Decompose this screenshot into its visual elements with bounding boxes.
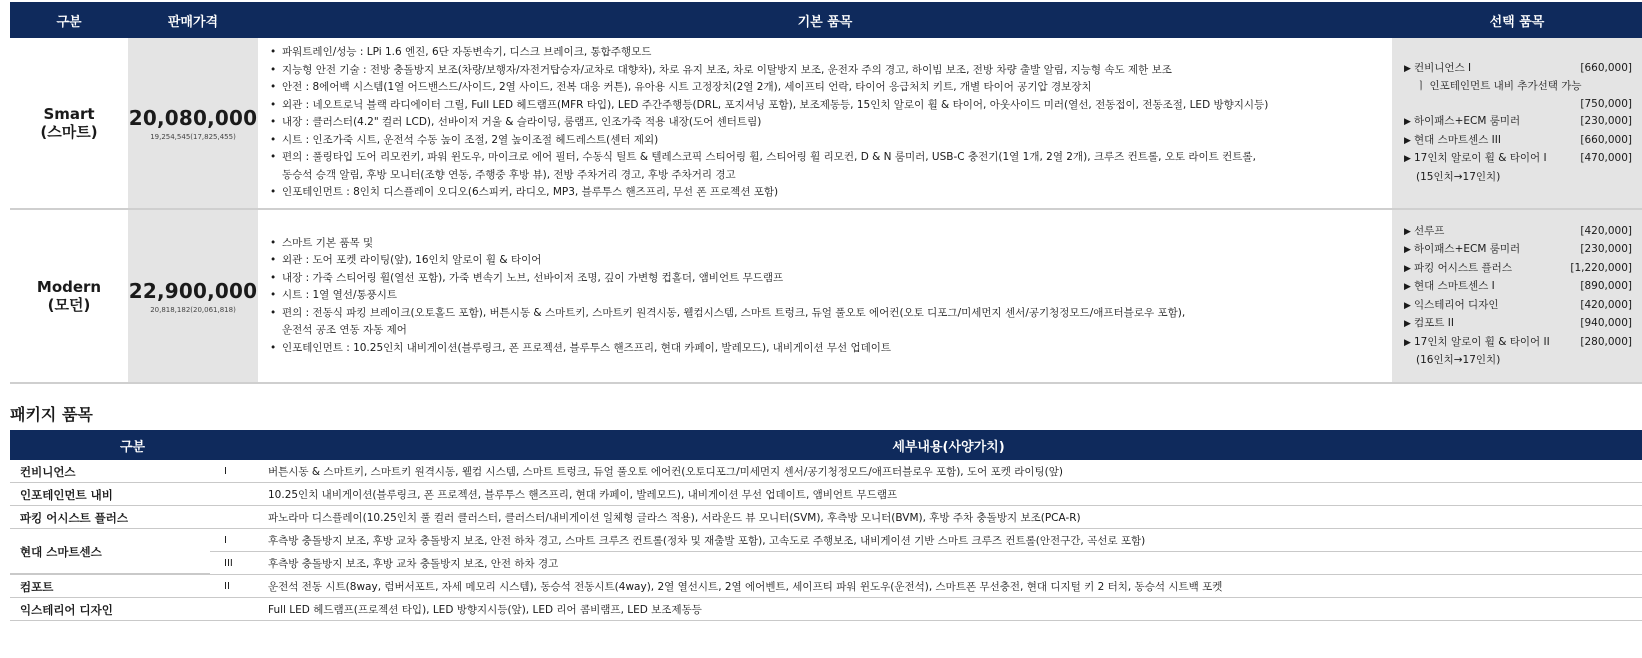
trim-table-header bbox=[10, 2, 1642, 38]
header-price: 판매가격 bbox=[128, 2, 258, 38]
package-section-title: 패키지 품목 bbox=[10, 405, 93, 424]
option-item: ▶ 17인치 알로이 휠 & 타이어 I [470,000] bbox=[1404, 150, 1632, 169]
trim-name-en: Smart bbox=[43, 105, 95, 123]
triangle-right-icon: ▶ bbox=[1404, 319, 1411, 329]
option-note: ㅣ 인포테인먼트 내비 추가선택 가능 bbox=[1416, 80, 1582, 93]
option-item: ▶ 하이패스+ECM 룸미러 [230,000] bbox=[1404, 113, 1632, 132]
trim-name bbox=[10, 210, 128, 382]
option-item: ▶ 익스테리어 디자인 [420,000] bbox=[1404, 297, 1632, 316]
triangle-right-icon: ▶ bbox=[1404, 63, 1411, 74]
trim-name-ko: (스마트) bbox=[40, 123, 98, 141]
option-item: ▶ 현대 스마트센스 I [890,000] bbox=[1404, 278, 1632, 297]
package-row-comfort: 컴포트 II 운전석 전동 시트(8way, 럼버서포트, 자세 메모리 시스템), 동승석 전동시트(4way), 2열 열선시트, 2열 에어벤트, 세이프티 파워 윈도우(운전석), 스마트폰 무선충전, 현대 디지털 키 2 터치, 동승석 시트백 포켓 bbox=[10, 576, 1642, 598]
list-item-continued: 운전석 공조 연동 자동 제어 bbox=[282, 324, 407, 337]
package-row-parking-assist: 파킹 어시스트 플러스 파노라마 디스플레이(10.25인치 풀 컬러 클러스터, 클러스터/내비게이션 일체형 글라스 적용), 서라운드 뷰 모니터(SVM), 후측방 모니터(BVM), 후방 주차 충돌방지 보조(PCA-R) bbox=[10, 507, 1642, 529]
package-row-exterior-design: 익스테리어 디자인 Full LED 헤드램프(프로젝션 타입), LED 방향지시등(앞), LED 리어 콤비램프, LED 보조제동등 bbox=[10, 599, 1642, 621]
package-row-convenience: 컨비니언스 I 버튼시동 & 스마트키, 스마트키 원격시동, 웰컴 시스템, 스마트 트렁크, 듀얼 풀오토 에어컨(오토디포그/미세먼지 센서/공기청정모드/애프터블로우 포함), 도어 포켓 라이팅(앞) bbox=[10, 461, 1642, 483]
package-name-smartsense: 현대 스마트센스 bbox=[10, 530, 210, 574]
package-row-smartsense-1: I 후측방 충돌방지 보조, 후방 교차 충돌방지 보조, 안전 하차 경고, 스마트 크루즈 컨트롤(정차 및 재출발 포함), 고속도로 주행보조, 내비게이션 기반 스마트 크루즈 컨트롤(안전구간, 곡선로 포함) bbox=[10, 530, 1642, 552]
option-items-list bbox=[1392, 38, 1642, 208]
trim-row-modern bbox=[10, 210, 1642, 382]
row-divider bbox=[10, 382, 1642, 384]
triangle-right-icon: ▶ bbox=[1404, 300, 1411, 311]
price-value: 22,900,000 bbox=[128, 278, 258, 303]
header-trim: 구분 bbox=[10, 2, 128, 38]
price-value: 20,080,000 bbox=[128, 105, 258, 130]
price-sub: 19,254,545(17,825,455) bbox=[150, 132, 236, 141]
list-item: • 파워트레인/성능 : LPi 1.6 엔진, 6단 자동변속기, 디스크 브레이크, 통합주행모드 bbox=[270, 46, 652, 59]
list-item: • 내장 : 가죽 스티어링 휠(열선 포함), 가죽 변속기 노브, 선바이저 조명, 깊이 가변형 컵홀더, 앰비언트 무드램프 bbox=[270, 271, 784, 284]
triangle-right-icon: ▶ bbox=[1404, 337, 1411, 348]
option-note: (15인치→17인치) bbox=[1416, 170, 1501, 183]
option-item: ▶ 17인치 알로이 휠 & 타이어 II [280,000] bbox=[1404, 334, 1632, 353]
option-item: ▶ 컨비니언스 I [660,000] bbox=[1404, 60, 1632, 79]
option-items-list bbox=[1392, 210, 1642, 382]
trim-price bbox=[128, 38, 258, 208]
list-item: • 안전 : 8에어백 시스템(1열 어드밴스드/사이드, 2열 사이드, 전복 대응 커튼), 유아용 시트 고정장치(2열 2개), 세이프티 언락, 타이어 응급처치 키트, 개별 타이어 공기압 경보장치 bbox=[270, 81, 1092, 94]
package-row-infotainment-navi: 인포테인먼트 내비 10.25인치 내비게이션(블루링크, 폰 프로젝션, 블루투스 핸즈프리, 현대 카페이, 발레모드), 내비게이션 무선 업데이트, 앰비언트 무드램프 bbox=[10, 484, 1642, 506]
basic-items-list bbox=[258, 38, 1392, 208]
list-item: • 편의 : 전동식 파킹 브레이크(오토홀드 포함), 버튼시동 & 스마트키, 스마트키 원격시동, 웰컴시스템, 스마트 트렁크, 듀얼 풀오토 에어컨(오토 디포그/미세먼지 센서/공기청정모드/애프터블로우 포함), bbox=[270, 306, 1186, 319]
list-item: • 스마트 기본 품목 및 bbox=[270, 236, 374, 249]
option-note: (16인치→17인치) bbox=[1416, 354, 1501, 366]
list-item-continued: 동승석 승객 알림, 후방 모니터(조향 연동, 주행중 후방 뷰), 전방 주차거리 경고, 후방 주차거리 경고 bbox=[282, 168, 736, 181]
trim-name bbox=[10, 38, 128, 208]
option-item: ▶ 하이패스+ECM 룸미러 [230,000] bbox=[1404, 241, 1632, 260]
list-item: • 내장 : 클러스터(4.2" 컬러 LCD), 선바이저 거울 & 슬라이딩, 룸램프, 인조가죽 적용 내장(도어 센터트림) bbox=[270, 116, 762, 129]
trim-row-smart bbox=[10, 38, 1642, 208]
list-item: • 편의 : 풀링타입 도어 리모컨키, 파워 윈도우, 마이크로 에어 필터, 수동식 틸트 & 텔레스코픽 스티어링 휠, 스티어링 휠 리모컨, D & N 룸미러, USB-C 충전기(1열 1개, 2열 2개), 크루즈 컨트롤, 오토 라이트 컨트롤, bbox=[270, 151, 1256, 164]
price-sub: 20,818,182(20,061,818) bbox=[150, 305, 236, 314]
trim-name-en: Modern bbox=[36, 278, 102, 296]
triangle-right-icon: ▶ bbox=[1404, 117, 1411, 128]
list-item: • 시트 : 인조가죽 시트, 운전석 수동 높이 조절, 2열 높이조절 헤드레스트(센터 제외) bbox=[270, 133, 659, 146]
triangle-right-icon: ▶ bbox=[1404, 263, 1411, 274]
header-option-items: 선택 품목 bbox=[1392, 2, 1642, 38]
list-item: • 외관 : 네오트로닉 블랙 라디에이터 그릴, Full LED 헤드램프(MFR 타입), LED 주간주행등(DRL, 포지셔닝 포함), 보조제동등, 15인치 알로이 휠 & 타이어, 아웃사이드 미러(열선, 전동접이, 전동조절, LED 방향지시등) bbox=[270, 98, 1269, 111]
option-note-price: [750,000] bbox=[1580, 97, 1632, 110]
option-item: ▶ 컴포트 II [940,000] bbox=[1404, 315, 1632, 334]
option-item: ▶ 선루프 [420,000] bbox=[1404, 223, 1632, 242]
header-basic-items: 기본 품목 bbox=[258, 2, 1392, 38]
list-item: • 지능형 안전 기술 : 전방 충돌방지 보조(차량/보행자/자전거탑승자/교차로 대향차), 차로 유지 보조, 차로 이탈방지 보조, 운전자 주의 경고, 하이빔 보조, 전방 차량 출발 알림, 지능형 속도 제한 보조 bbox=[270, 63, 1172, 76]
list-item: • 외관 : 도어 포켓 라이팅(앞), 16인치 알로이 휠 & 타이어 bbox=[270, 254, 542, 267]
list-item: • 인포테인먼트 : 10.25인치 내비게이션(블루링크, 폰 프로젝션, 블루투스 핸즈프리, 현대 카페이, 발레모드), 내비게이션 무선 업데이트 bbox=[270, 341, 892, 354]
package-row-smartsense-3: III 후측방 충돌방지 보조, 후방 교차 충돌방지 보조, 안전 하차 경고 bbox=[10, 553, 1642, 575]
triangle-right-icon: ▶ bbox=[1404, 282, 1411, 292]
basic-items-list bbox=[258, 210, 1392, 382]
header-package-category: 구분 bbox=[10, 430, 255, 460]
triangle-right-icon: ▶ bbox=[1404, 245, 1411, 255]
option-item: ▶ 현대 스마트센스 III [660,000] bbox=[1404, 132, 1632, 151]
triangle-right-icon: ▶ bbox=[1404, 226, 1411, 237]
header-package-detail: 세부내용(사양가치) bbox=[255, 430, 1642, 460]
list-item: • 시트 : 1열 열선/통풍시트 bbox=[270, 289, 398, 302]
triangle-right-icon: ▶ bbox=[1404, 154, 1411, 165]
list-item: • 인포테인먼트 : 8인치 디스플레이 오디오(6스피커, 라디오, MP3, 블루투스 핸즈프리, 무선 폰 프로젝션 포함) bbox=[270, 186, 779, 199]
option-item: ▶ 파킹 어시스트 플러스 [1,220,000] bbox=[1404, 260, 1632, 279]
trim-name-ko: (모던) bbox=[47, 296, 91, 314]
trim-price bbox=[128, 210, 258, 382]
package-table-header bbox=[10, 430, 1642, 460]
triangle-right-icon: ▶ bbox=[1404, 135, 1411, 146]
